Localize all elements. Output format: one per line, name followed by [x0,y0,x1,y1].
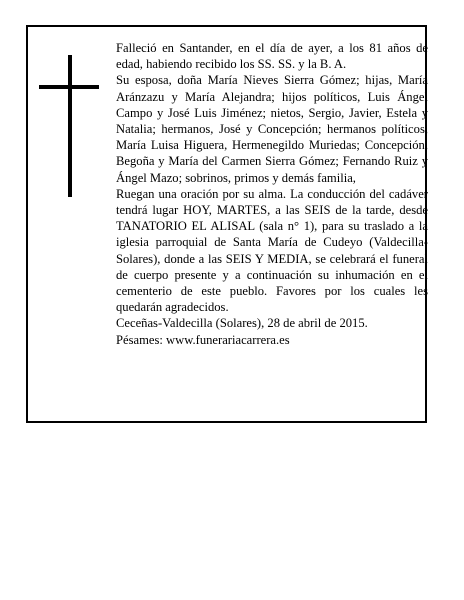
place-date: Ceceñas-Valdecilla (Solares), 28 de abril de 2015. [116,316,368,331]
cross-vertical-bar [68,55,72,197]
cross-horizontal-bar [39,85,99,89]
funeral-details: Ruegan una oración por su alma. La conducción del cadáver tendrá lugar HOY, MARTES, a las SEIS de la tarde, desde TANATORIO EL ALISAL (sala n° 1), para su traslado a la iglesia parroquial de Santa María de Cudeyo (Valdecilla-Solares), donde a las SEIS Y MEDIA, se celebrará el funeral de cuerpo presente y a continuación su inhumación en el cementerio de este pueblo. Favores por los cuales les quedarán agradecidos. [116,186,428,315]
family-list: Su esposa, doña María Nieves Sierra Gómez; hijas, María Aránzazu y María Alejandra; hijos políticos, Luis Ángel Campo y José Luis Jiménez; nietos, Sergio, Javier, Estela y Natalia; hermanos, José y Concepción; hermanos políticos, María Luisa Higuera, Hermenegildo Muriedas; Concepción, Begoña y María del Carmen Sierra Gómez; Fernando Ruiz y Ángel Mazo; sobrinos, primos y demás familia, [116,73,428,185]
death-announcement: Falleció en Santander, en el día de ayer, a los 81 años de edad, habiendo recibido los SS. SS. y la B. A. [116,41,428,72]
obituary-notice [26,25,427,423]
condolences-website: Pésames: www.funerariacarrera.es [116,332,290,347]
notice-text [116,40,428,348]
